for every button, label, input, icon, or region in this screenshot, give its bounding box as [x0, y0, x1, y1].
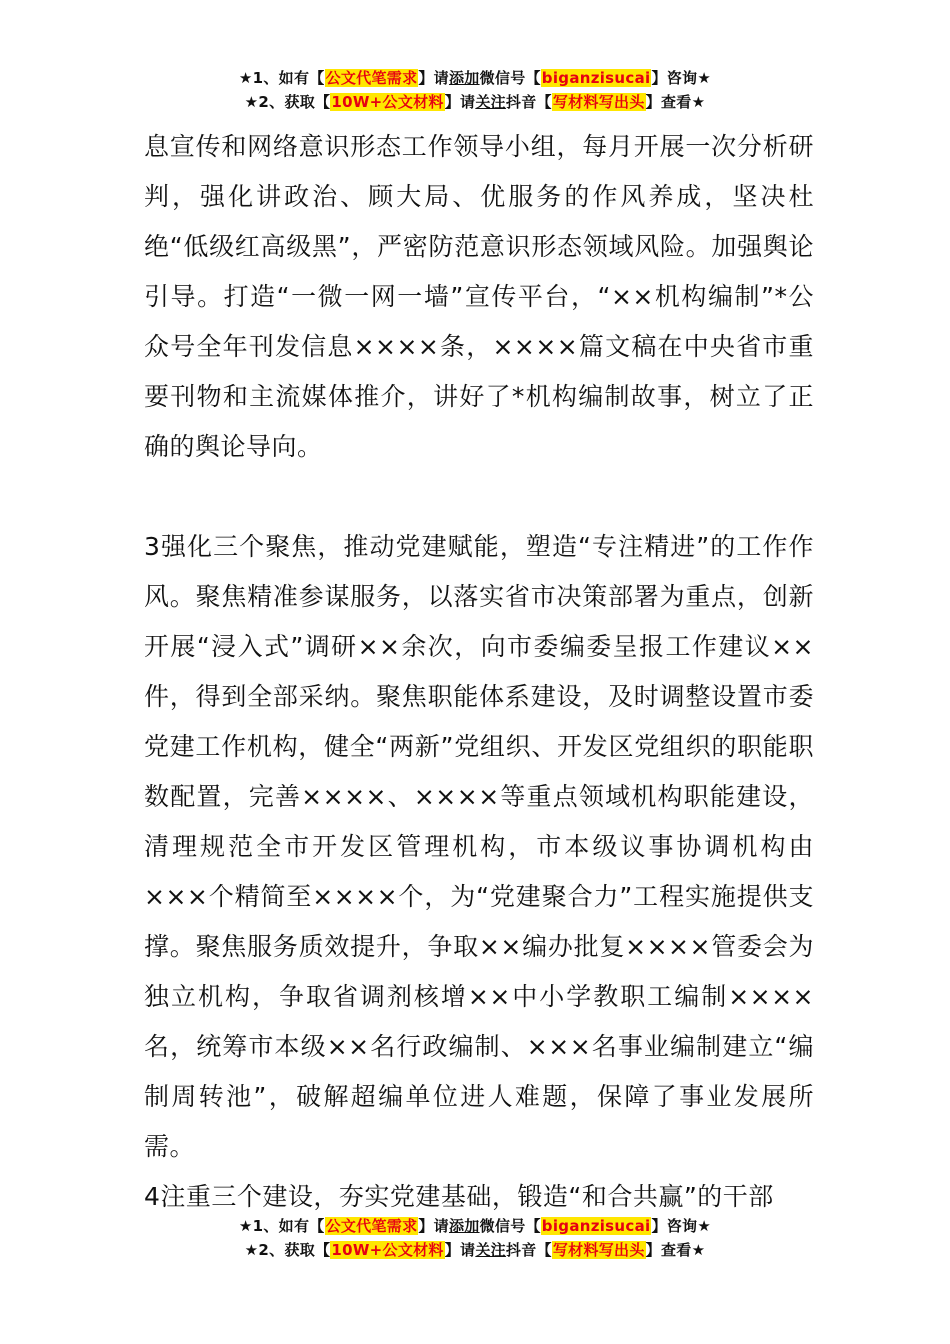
- banner-text: 抖音【: [505, 93, 552, 111]
- star-icon: ★: [697, 1217, 712, 1235]
- highlight-wechat-id: biganzisucai: [541, 69, 651, 87]
- banner-text: 】咨询: [651, 69, 698, 87]
- banner-text: 】查看: [645, 93, 692, 111]
- underlined-follow: 关注: [475, 93, 506, 111]
- banner-line-1: [0, 66, 950, 90]
- banner-text: 1、如有【: [252, 69, 325, 87]
- highlight-ghostwriting: 公文代笔需求: [325, 69, 418, 87]
- banner-text: 1、如有【: [252, 1217, 325, 1235]
- underlined-add: 添加: [448, 69, 480, 87]
- star-icon: ★: [244, 1241, 259, 1259]
- star-icon: ★: [691, 93, 706, 111]
- star-icon: ★: [244, 93, 259, 111]
- highlight-materials: 10W+公文材料: [331, 1241, 444, 1259]
- banner-text: 】请: [418, 1217, 449, 1235]
- banner-text: 】请: [418, 69, 449, 87]
- paragraph: 4注重三个建设，夯实党建基础，锻造“和合共赢”的干部: [144, 1182, 774, 1211]
- header-banner: [0, 66, 950, 114]
- star-icon: ★: [238, 69, 253, 87]
- star-icon: ★: [691, 1241, 706, 1259]
- banner-text: 】请: [444, 93, 476, 111]
- document-body-part-2: [144, 522, 814, 1172]
- underlined-follow: 关注: [475, 1241, 506, 1259]
- banner-text: 】请: [444, 1241, 476, 1259]
- highlight-douyin: 写材料写出头: [552, 1241, 645, 1259]
- banner-text: 微信号【: [479, 1217, 541, 1235]
- banner-text: 2、获取【: [258, 1241, 331, 1259]
- document-body-part-1: [144, 122, 814, 472]
- highlight-douyin: 写材料写出头: [552, 93, 645, 111]
- banner-line-1: [0, 1214, 950, 1238]
- banner-text: 】咨询: [651, 1217, 698, 1235]
- banner-line-2: [0, 1238, 950, 1262]
- star-icon: ★: [697, 69, 712, 87]
- underlined-add: 添加: [448, 1217, 480, 1235]
- highlight-wechat-id: biganzisucai: [541, 1217, 651, 1235]
- highlight-materials: 10W+公文材料: [331, 93, 444, 111]
- paragraph: 3强化三个聚焦，推动党建赋能，塑造“专注精进”的工作作风。聚焦精准参谋服务，以落实省市决策部署为重点，创新开展“浸入式”调研××余次，向市委编委呈报工作建议××件，得到全部采纳。聚焦职能体系建设，及时调整设置市委党建工作机构，健全“两新”党组织、开发区党组织的职能职数配置，完善××××、××××等重点领域机构职能建设，清理规范全市开发区管理机构，市本级议事协调机构由×××个精简至××××个，为“党建聚合力”工程实施提供支撑。聚焦服务质效提升，争取××编办批复××××管委会为独立机构，争取省调剂核增××中小学教职工编制××××名，统筹市本级××名行政编制、×××名事业编制建立“编制周转池”，破解超编单位进人难题，保障了事业发展所需。: [144, 532, 814, 1161]
- star-icon: ★: [238, 1217, 253, 1235]
- footer-banner: [0, 1214, 950, 1262]
- banner-text: 】查看: [645, 1241, 692, 1259]
- banner-text: 微信号【: [479, 69, 541, 87]
- banner-line-2: [0, 90, 950, 114]
- highlight-ghostwriting: 公文代笔需求: [325, 1217, 418, 1235]
- paragraph: 息宣传和网络意识形态工作领导小组，每月开展一次分析研判，强化讲政治、顾大局、优服务的作风养成，坚决杜绝“低级红高级黑”，严密防范意识形态领域风险。加强舆论引导。打造“一微一网一墙”宣传平台，“××机构编制”*公众号全年刊发信息××××条，××××篇文稿在中央省市重要刊物和主流媒体推介，讲好了*机构编制故事，树立了正确的舆论导向。: [144, 132, 814, 461]
- banner-text: 2、获取【: [258, 93, 331, 111]
- banner-text: 抖音【: [505, 1241, 552, 1259]
